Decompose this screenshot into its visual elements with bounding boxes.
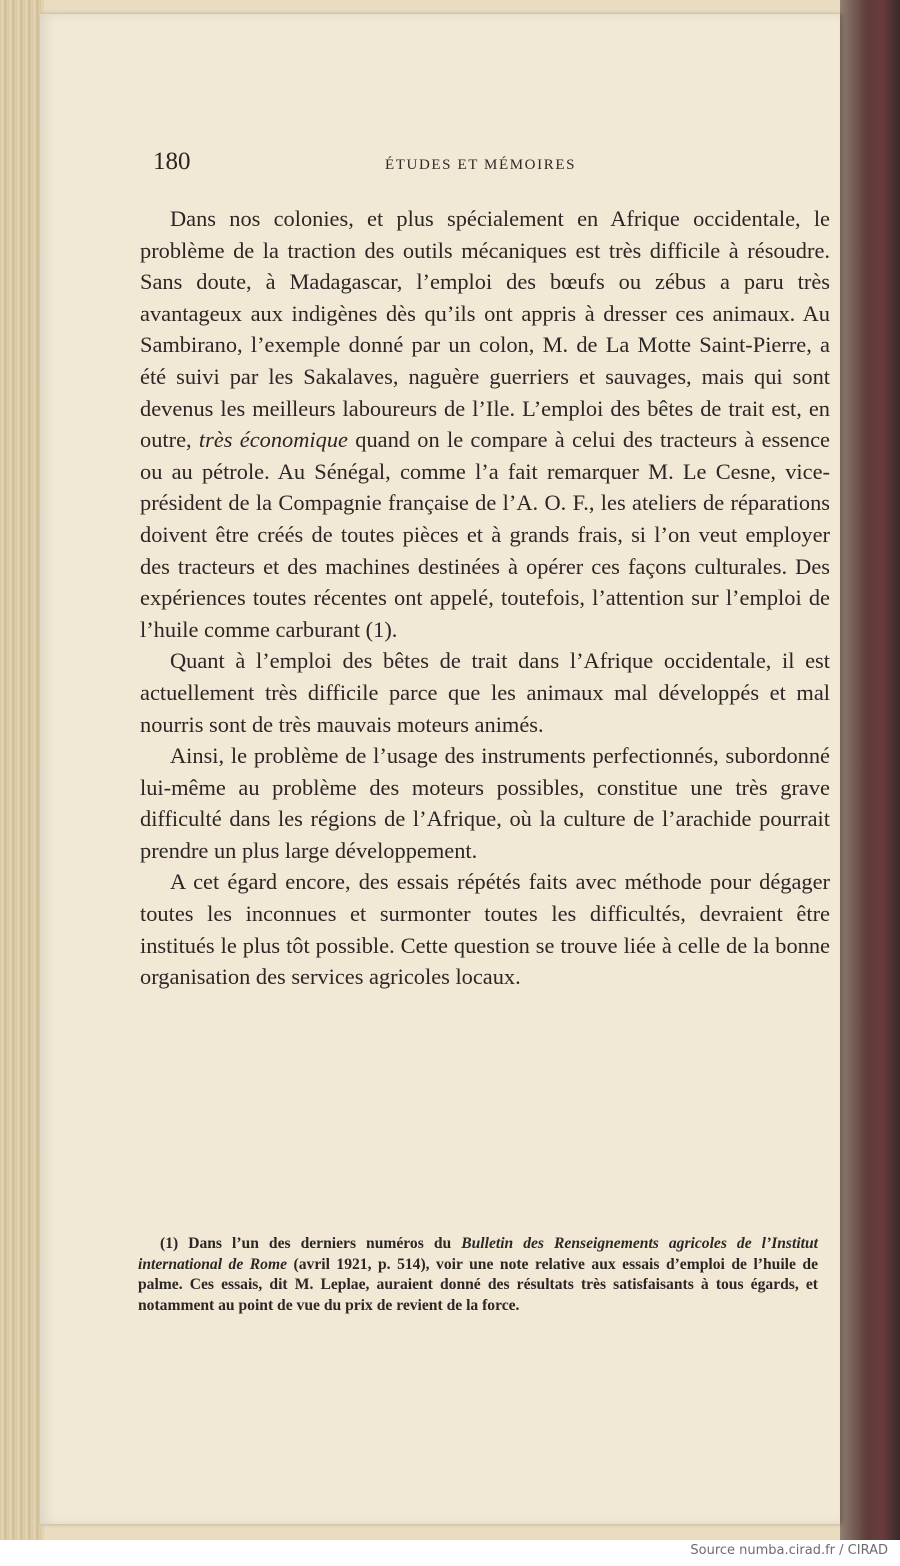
- footnote-emphasis: Bulletin des Renseignements agricoles de l’Institut international de Rome: [138, 1235, 818, 1273]
- footnote-text-a: (1) Dans l’un des derniers numéros du: [160, 1235, 452, 1252]
- page-header: [153, 148, 833, 184]
- footnote-1: [138, 1234, 818, 1316]
- paragraph-1-text-b: quand on le compare à celui des tracteurs à essence ou au pétrole. Au Sénégal, comme l’a fait remarquer M. Le Cesne, vice-président de la Compagnie française de l’A. O. F., les ateliers de réparations doivent être créés de toutes pièces et à grands frais, si l’on veut employer des tracteurs et des machines destinées à opérer ces façons culturales. Des expériences toutes récentes ont appelé, toutefois, l’attention sur l’emploi de l’huile comme carburant (1).: [140, 427, 830, 642]
- footnote-text-b: (avril 1921, p. 514), voir une note relative aux essais d’emploi de l’huile de palme. Ces essais, dit M. Leplae, auraient donné des résultats très satisfaisants à tous égards, et notamment au point de vue du prix de revient de la force.: [138, 1255, 818, 1314]
- running-title: ÉTUDES ET MÉMOIRES: [385, 157, 577, 173]
- paragraph-4: A cet égard encore, des essais répétés faits avec méthode pour dégager toutes les inconnues et surmonter toutes les difficultés, devraient être institués le plus tôt possible. Cette question se trouve liée à celle de la bonne organisation des services agricoles locaux.: [140, 869, 830, 990]
- book-left-edge: [0, 0, 44, 1540]
- paragraph-3: Ainsi, le problème de l’usage des instruments perfectionnés, subordonné lui-même au problème des moteurs possibles, constitue une très grave difficulté dans les régions de l’Afrique, où la culture de l’arachide pourrait prendre un plus large développement.: [140, 743, 830, 863]
- main-text: [140, 203, 830, 993]
- paragraph-1: [140, 203, 830, 645]
- paragraph-1-emphasis: très économique: [198, 427, 348, 453]
- source-credit: Source numba.cirad.fr / CIRAD: [690, 1543, 888, 1558]
- footnotes: [138, 1234, 818, 1316]
- book-cover-edge: [840, 0, 900, 1540]
- paragraph-2: Quant à l’emploi des bêtes de trait dans l’Afrique occidentale, il est actuellement très difficile parce que les animaux mal développés et mal nourris sont de très mauvais moteurs animés.: [140, 648, 830, 737]
- page-number: 180: [153, 148, 191, 175]
- paragraph-1-text-a: Dans nos colonies, et plus spécialement en Afrique occidentale, le problème de la traction des outils mécaniques est très difficile à résoudre. Sans doute, à Madagascar, l’emploi des bœufs ou zébus a paru très avantageux aux indigènes dès qu’ils ont appris à dresser ces animaux. Au Sambirano, l’exemple donné par un colon, M. de La Motte Saint-Pierre, a été suivi par les Sakalaves, naguère guerriers et sauvages, mais qui sont devenus les meilleurs laboureurs de l’Ile. L’emploi des bêtes de trait est, en outre,: [140, 206, 830, 453]
